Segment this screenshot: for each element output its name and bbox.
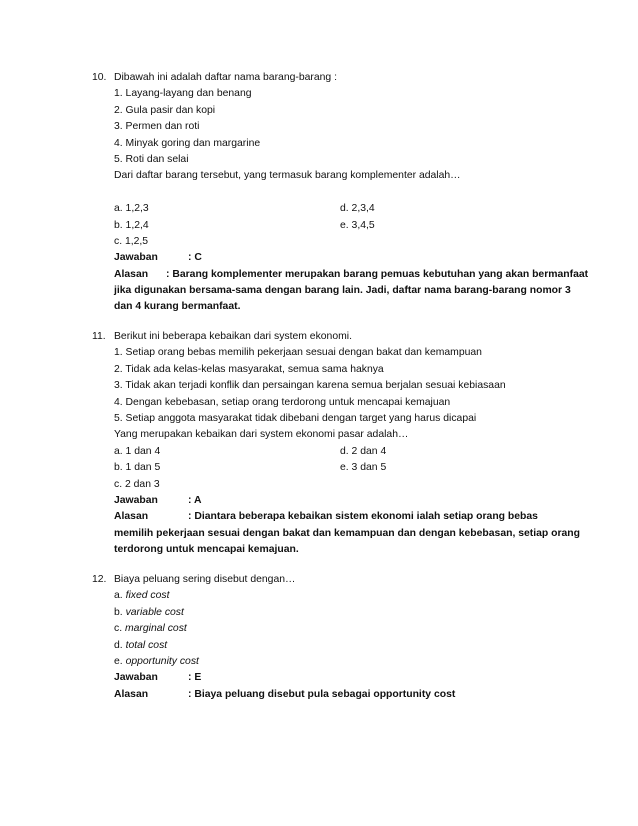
list-item: 5. Setiap anggota masyarakat tidak dibebani dengan target yang harus dicapai bbox=[114, 412, 477, 424]
answer-line bbox=[92, 250, 572, 266]
answer-line bbox=[92, 493, 572, 509]
question-text: Dibawah ini adalah daftar nama barang-barang : bbox=[114, 72, 337, 83]
reason-label: Alasan bbox=[114, 688, 149, 700]
answer-label: Jawaban bbox=[114, 672, 158, 684]
question-10-stem bbox=[92, 70, 572, 86]
reason-text: jika digunakan bersama-sama dengan barang lain. Jadi, daftar nama barang-barang nomor 3 bbox=[114, 285, 571, 297]
option-c: c. marginal cost bbox=[114, 623, 187, 635]
answer-label: Jawaban bbox=[114, 494, 158, 506]
question-number: 12. bbox=[92, 574, 107, 585]
options-row bbox=[92, 201, 572, 217]
question-12 bbox=[92, 572, 572, 703]
option-a: a. fixed cost bbox=[114, 590, 170, 602]
question-11 bbox=[92, 329, 580, 558]
list-item: 2. Gula pasir dan kopi bbox=[114, 104, 216, 116]
list-item: 1. Layang-layang dan benang bbox=[114, 88, 252, 100]
list-item: 2. Tidak ada kelas-kelas masyarakat, semua sama haknya bbox=[114, 363, 384, 375]
option-d: d. total cost bbox=[114, 639, 168, 651]
option-e: e. 3,4,5 bbox=[340, 219, 375, 231]
option-a: a. 1 dan 4 bbox=[114, 445, 161, 457]
option-e: e. 3 dan 5 bbox=[340, 462, 387, 474]
reason-text: : Barang komplementer merupakan barang pemuas kebutuhan yang akan bermanfaat bbox=[166, 268, 589, 280]
list-item: 5. Roti dan selai bbox=[114, 153, 189, 165]
answer-value: : E bbox=[188, 672, 202, 684]
answer-line bbox=[92, 670, 572, 686]
option-e: e. opportunity cost bbox=[114, 655, 199, 667]
options-row bbox=[92, 444, 572, 460]
reason-text: : Diantara beberapa kebaikan sistem ekonomi ialah setiap orang bebas bbox=[188, 511, 538, 523]
list-item: 3. Permen dan roti bbox=[114, 121, 200, 133]
answer-value: : C bbox=[188, 252, 202, 264]
option-d: d. 2 dan 4 bbox=[340, 445, 387, 457]
reason-text: : Biaya peluang disebut pula sebagai opportunity cost bbox=[188, 688, 456, 700]
reason-label: Alasan bbox=[114, 268, 149, 280]
question-text: Berikut ini beberapa kebaikan dari system ekonomi. bbox=[114, 331, 352, 342]
list-item: 3. Tidak akan terjadi konflik dan persaingan karena semua berjalan sesuai kebiasaan bbox=[114, 380, 506, 392]
reason-text: dan 4 kurang bermanfaat. bbox=[114, 301, 241, 313]
list-item: 1. Setiap orang bebas memilih pekerjaan sesuai dengan bakat dan kemampuan bbox=[114, 347, 482, 359]
reason-line bbox=[92, 267, 589, 283]
reason-line bbox=[92, 687, 572, 703]
options-row bbox=[92, 218, 572, 234]
option-b: b. 1 dan 5 bbox=[114, 462, 161, 474]
reason-line bbox=[92, 509, 572, 525]
question-prompt: Dari daftar barang tersebut, yang termasuk barang komplementer adalah… bbox=[114, 170, 461, 182]
answer-value: : A bbox=[188, 494, 202, 506]
question-11-stem bbox=[92, 329, 572, 345]
reason-text: terdorong untuk mencapai kemajuan. bbox=[114, 544, 299, 556]
question-prompt: Yang merupakan kebaikan dari system ekonomi pasar adalah… bbox=[114, 429, 409, 441]
option-d: d. 2,3,4 bbox=[340, 203, 375, 215]
options-row bbox=[92, 460, 572, 476]
question-text: Biaya peluang sering disebut dengan… bbox=[114, 574, 296, 585]
list-item: 4. Minyak goring dan margarine bbox=[114, 137, 261, 149]
option-c: c. 2 dan 3 bbox=[114, 478, 160, 490]
question-number: 10. bbox=[92, 72, 107, 83]
list-item: 4. Dengan kebebasan, setiap orang terdorong untuk mencapai kemajuan bbox=[114, 396, 451, 408]
question-10 bbox=[92, 70, 589, 316]
answer-label: Jawaban bbox=[114, 252, 158, 264]
option-b: b. 1,2,4 bbox=[114, 219, 149, 231]
question-number: 11. bbox=[92, 331, 106, 342]
option-c: c. 1,2,5 bbox=[114, 235, 149, 247]
option-b: b. variable cost bbox=[114, 606, 184, 618]
reason-label: Alasan bbox=[114, 511, 149, 523]
question-12-stem bbox=[92, 572, 572, 588]
reason-text: memilih pekerjaan sesuai dengan bakat dan kemampuan dan dengan kebebasan, setiap orang bbox=[114, 527, 580, 539]
option-a: a. 1,2,3 bbox=[114, 203, 149, 215]
